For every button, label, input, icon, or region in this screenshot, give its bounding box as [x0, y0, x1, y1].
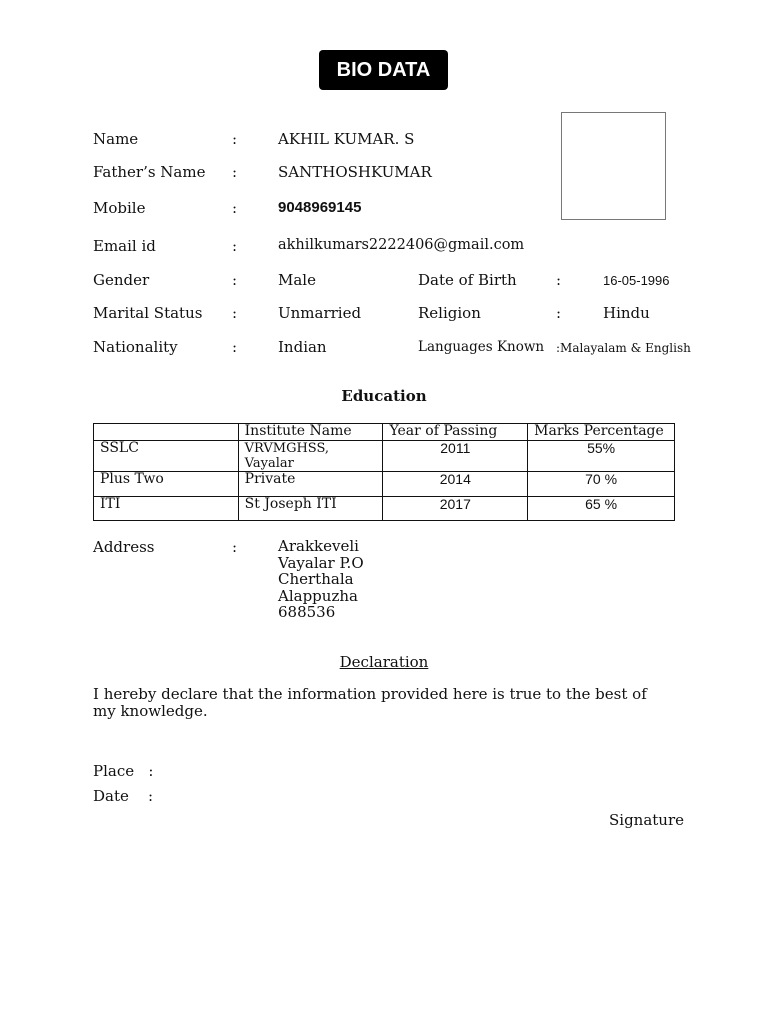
table-header-institute: Institute Name — [238, 424, 383, 441]
institute-line: Vayalar — [244, 456, 294, 471]
dob-label: Date of Birth — [418, 271, 517, 289]
address-line: Cherthala — [278, 570, 354, 588]
mobile-value: 9048969145 — [278, 199, 362, 216]
year-cell: 2014 — [383, 472, 528, 497]
table-header-marks: Marks Percentage — [528, 424, 675, 441]
marital-status-value: Unmarried — [278, 304, 362, 322]
father-name-label: Father’s Name — [93, 163, 206, 181]
year-cell: 2011 — [383, 441, 528, 472]
dob-value: 16-05-1996 — [603, 273, 670, 288]
gender-value: Male — [278, 271, 316, 289]
name-label: Name — [93, 130, 139, 148]
dob-colon: : — [556, 271, 562, 289]
signature-label: Signature — [609, 811, 685, 829]
email-colon: : — [232, 237, 238, 255]
year-cell: 2017 — [383, 497, 528, 521]
course-cell: Plus Two — [94, 472, 239, 497]
languages-value: :Malayalam & English — [556, 341, 691, 355]
gender-colon: : — [232, 271, 238, 289]
mobile-colon: : — [232, 199, 238, 217]
table-header-year: Year of Passing — [383, 424, 528, 441]
nationality-colon: : — [232, 338, 238, 356]
name-colon: : — [232, 130, 238, 148]
course-cell: SSLC — [94, 441, 239, 472]
gender-label: Gender — [93, 271, 150, 289]
institute-cell — [238, 441, 383, 472]
institute-cell: Private — [238, 472, 383, 497]
religion-value: Hindu — [603, 304, 650, 322]
religion-colon: : — [556, 304, 562, 322]
table-header-row — [94, 424, 675, 441]
nationality-label: Nationality — [93, 338, 178, 356]
declaration-text: I hereby declare that the information provided here is true to the best of my knowledge. — [93, 685, 647, 720]
marital-status-label: Marital Status — [93, 304, 203, 322]
address-line: Alappuzha — [278, 587, 358, 605]
father-name-colon: : — [232, 163, 238, 181]
nationality-value: Indian — [278, 338, 327, 356]
father-name-value: SANTHOSHKUMAR — [278, 163, 432, 181]
address-line: Arakkeveli — [278, 537, 359, 555]
table-row — [94, 497, 675, 521]
address-line: Vayalar P.O — [278, 554, 364, 572]
institute-line: VRVMGHSS, — [244, 441, 330, 456]
photo-placeholder — [561, 112, 666, 220]
marital-status-colon: : — [232, 304, 238, 322]
email-value: akhilkumars2222406@gmail.com — [278, 237, 525, 253]
place-label: Place : — [93, 762, 154, 780]
address-line: 688536 — [278, 603, 336, 621]
address-label: Address — [93, 538, 155, 556]
email-label: Email id — [93, 237, 156, 255]
name-value: AKHIL KUMAR. S — [278, 130, 415, 148]
education-table — [93, 423, 675, 521]
mobile-label: Mobile — [93, 199, 146, 217]
course-cell: ITI — [94, 497, 239, 521]
religion-label: Religion — [418, 304, 481, 322]
marks-cell: 65 % — [528, 497, 675, 521]
marks-cell: 70 % — [528, 472, 675, 497]
institute-cell: St Joseph ITI — [238, 497, 383, 521]
languages-label: Languages Known — [418, 339, 545, 355]
declaration-heading: Declaration — [339, 653, 429, 671]
table-header-course — [94, 424, 239, 441]
table-row — [94, 441, 675, 472]
date-label: Date : — [93, 787, 153, 805]
bio-data-title: BIO DATA — [319, 50, 448, 90]
education-heading: Education — [341, 387, 427, 405]
address-colon: : — [232, 538, 238, 556]
table-row — [94, 472, 675, 497]
marks-cell: 55% — [528, 441, 675, 472]
